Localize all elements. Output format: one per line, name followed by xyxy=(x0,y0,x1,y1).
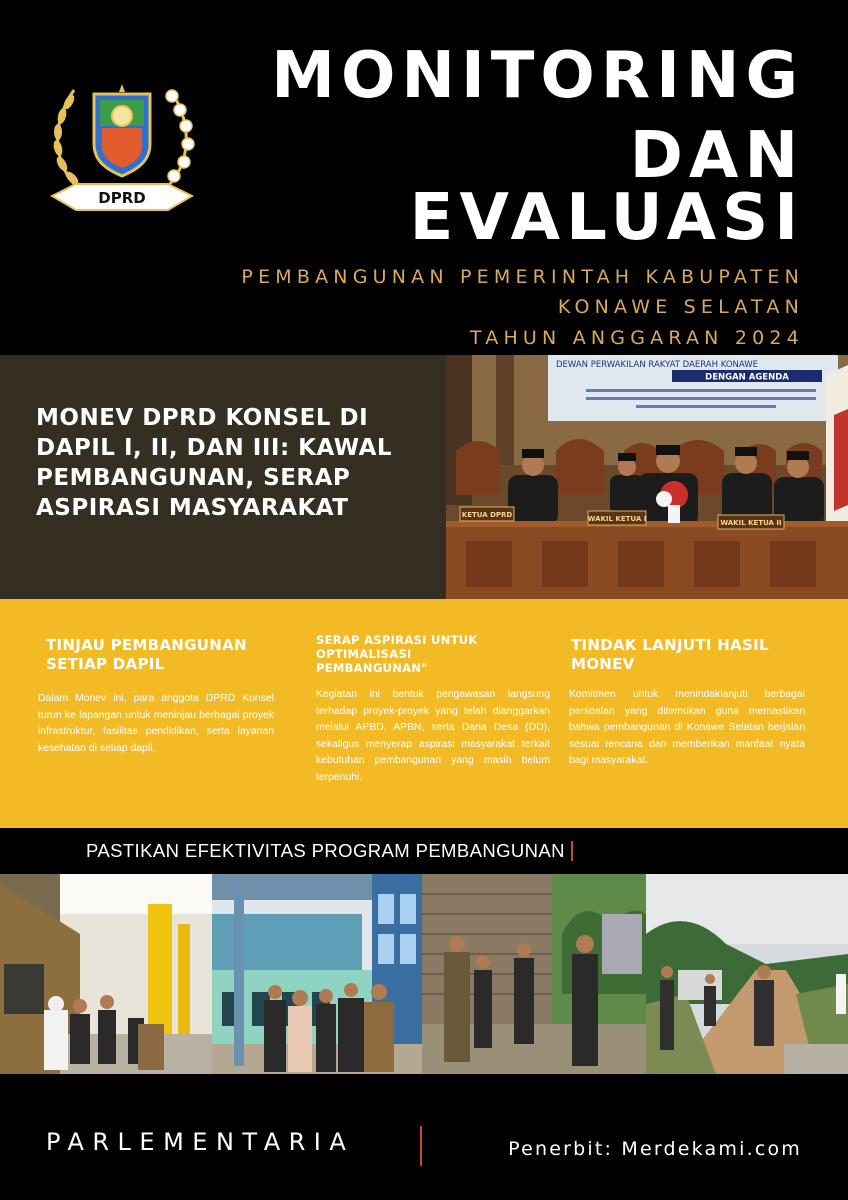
gallery-photo-school-building xyxy=(212,874,422,1074)
plaque-wakil-ketua-1: WAKIL KETUA I xyxy=(587,515,647,523)
feature-band xyxy=(0,355,446,599)
title-line-3: EVALUASI xyxy=(409,181,804,255)
plaque-wakil-ketua-2: WAKIL KETUA II xyxy=(720,519,782,527)
header xyxy=(0,0,848,355)
photo-banner-text: DEWAN PERWAKILAN RAKYAT DAERAH KONAWE xyxy=(556,360,758,370)
subtitle-line-2: KONAWE SELATAN xyxy=(557,296,804,318)
subtitle-line-1: PEMBANGUNAN PEMERINTAH KABUPATEN xyxy=(241,266,804,288)
column-heading: TINJAU PEMBANGUNAN SETIAP DAPIL xyxy=(46,636,247,673)
column-heading: SERAP ASPIRASI UNTUK OPTIMALISASI PEMBANGUNAN" xyxy=(316,633,478,675)
footer xyxy=(0,1074,848,1200)
subtitle-line-3: TAHUN ANGGARAN 2024 xyxy=(469,327,804,349)
title-line-2: DAN xyxy=(629,119,804,193)
dprd-meeting-photo xyxy=(446,355,848,599)
tagline-text: PASTIKAN EFEKTIVITAS PROGRAM PEMBANGUNAN xyxy=(86,840,565,861)
photo-gallery xyxy=(0,874,848,1074)
tagline xyxy=(86,840,573,862)
logo-label: DPRD xyxy=(98,189,146,207)
column-heading: TINDAK LANJUTI HASIL MONEV xyxy=(571,636,769,673)
gallery-photo-dirt-road xyxy=(646,874,848,1074)
photo-agenda-text: DENGAN AGENDA xyxy=(705,372,789,383)
info-columns xyxy=(0,599,848,828)
footer-brand: PARLEMENTARIA xyxy=(46,1128,355,1156)
footer-divider xyxy=(420,1126,422,1166)
gallery-photo-school-corridor xyxy=(0,874,212,1074)
footer-publisher: Penerbit: Merdekami.com xyxy=(508,1138,802,1160)
gallery-photo-wooden-house xyxy=(422,874,646,1074)
tagline-divider xyxy=(571,841,573,861)
dprd-emblem-logo xyxy=(46,66,198,218)
column-body: Kegiatan ini bentuk pengawasan langsung terhadap proyek-proyek yang telah dianggarkan melalui APBD, APBN, serta Dana Desa (DD), sekaligus menyerap aspirasi masyarakat terkait kebutuhan pembangunan yang masih belum terpenuhi. xyxy=(316,689,550,783)
feature-headline: MONEV DPRD KONSEL DI DAPIL I, II, DAN III: KAWAL PEMBANGUNAN, SERAP ASPIRASI MASYARAKAT xyxy=(36,405,393,521)
title-line-1: MONITORING xyxy=(271,39,804,113)
tagline-strip xyxy=(0,828,848,874)
column-body: Dalam Monev ini, para anggota DPRD Konsel turun ke lapangan untuk meninjau berbagai proyek infrastruktur, fasilitas pendidikan, serta layanan kesehatan di setiap dapil. xyxy=(38,693,274,754)
plaque-ketua: KETUA DPRD xyxy=(461,511,513,519)
column-body: Komitmen untuk menindaklanjuti berbagai persoalan yang ditemukan guna memastikan bahwa pembangunan di Konawe Selatan berjalan sesuai rencana dan memberikan manfaat nyata bagi masyarakat. xyxy=(569,689,805,766)
